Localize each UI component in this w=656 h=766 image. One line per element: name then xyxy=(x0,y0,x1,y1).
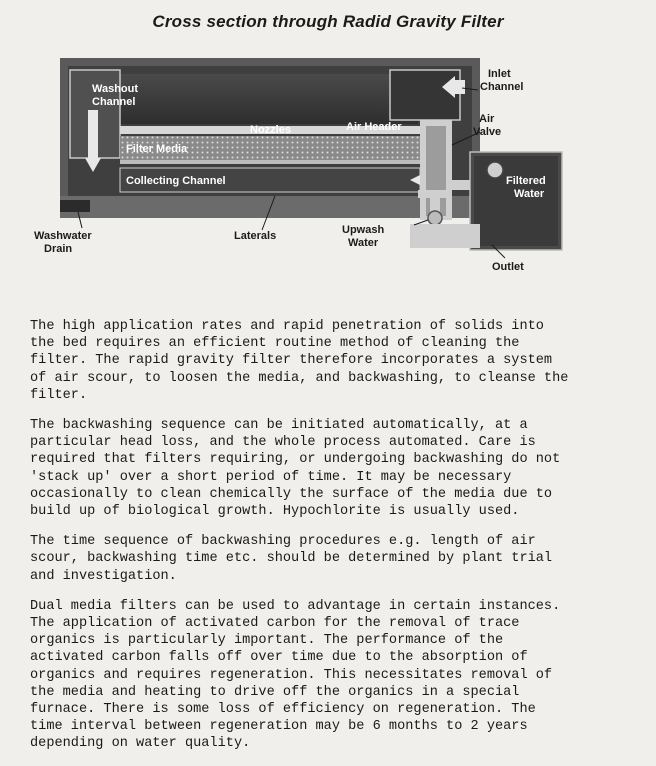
label-inlet-channel-1: Inlet xyxy=(488,68,511,80)
label-filtered-water-1: Filtered xyxy=(506,175,546,187)
label-upwash-water-2: Water xyxy=(348,237,379,249)
nozzles xyxy=(120,160,420,164)
water-layer xyxy=(118,74,418,124)
label-upwash-water-1: Upwash xyxy=(342,224,385,236)
paragraph-1: The high application rates and rapid penetration of solids into the bed requires an efficient routine method of cleaning the filter. The rapid gravity filter therefore incorporates a system of air scour, to loosen the media, and backwashing, to cleanse the filter. xyxy=(30,319,569,403)
label-washwater-drain-1: Washwater xyxy=(34,230,92,242)
label-collecting-channel: Collecting Channel xyxy=(126,175,226,187)
label-inlet-channel-2: Channel xyxy=(480,81,524,93)
paragraph-4: Dual media filters can be used to advantage in certain instances. The application of activated carbon for the removal of trace organics is particularly important. The performance of the activated carbon falls off over time due to the absorption of organics and requires regeneration. This necessitates removal of the media and heating to drive off the organics in a special furnace. There is some loss of efficiency on regeneration. The time interval between regeneration may be 6 months to 2 years depending on water quality. xyxy=(30,598,561,752)
paragraph-2: The backwashing sequence can be initiated automatically, at a particular head loss, and the whole process automated. Care is required that filters requiring, or undergoing backwashing do not 'stack up' over a short period of time. It may be necessary occasionally to clean chemically the surface of the media due to build up of biological growth. Hypochlorite is usually used. xyxy=(30,418,561,520)
label-air-valve-2: Valve xyxy=(473,126,502,138)
inlet-channel-box xyxy=(390,70,460,120)
label-air-header: Air Header xyxy=(346,121,402,133)
label-nozzles: Nozzles xyxy=(250,124,291,136)
svg-text:Inlet Channel xyxy=(480,68,523,93)
label-washout-channel-2: Channel xyxy=(92,96,136,108)
label-outlet: Outlet xyxy=(492,261,524,273)
paragraph-3: The time sequence of backwashing procedures e.g. length of air scour, backwashing time etc. should be determined by plant trial and investigation. xyxy=(30,534,553,584)
label-air-valve-1: Air xyxy=(479,113,495,125)
figure-title: Cross section through Radid Gravity Filter xyxy=(152,12,504,31)
label-washout-channel-1: Washout xyxy=(92,83,139,95)
upwash-valve xyxy=(428,211,442,225)
label-laterals: Laterals xyxy=(234,230,277,242)
svg-text:Washout Channel xyxy=(92,83,141,108)
filter-cross-section-diagram xyxy=(30,40,630,290)
svg-text:Upwash Water xyxy=(342,224,387,249)
label-filter-media: Filter Media xyxy=(126,143,188,155)
svg-text:Washwater Drain xyxy=(34,230,95,255)
label-filtered-water-2: Water xyxy=(514,188,545,200)
body-text xyxy=(30,318,642,766)
label-washwater-drain-2: Drain xyxy=(44,243,73,255)
